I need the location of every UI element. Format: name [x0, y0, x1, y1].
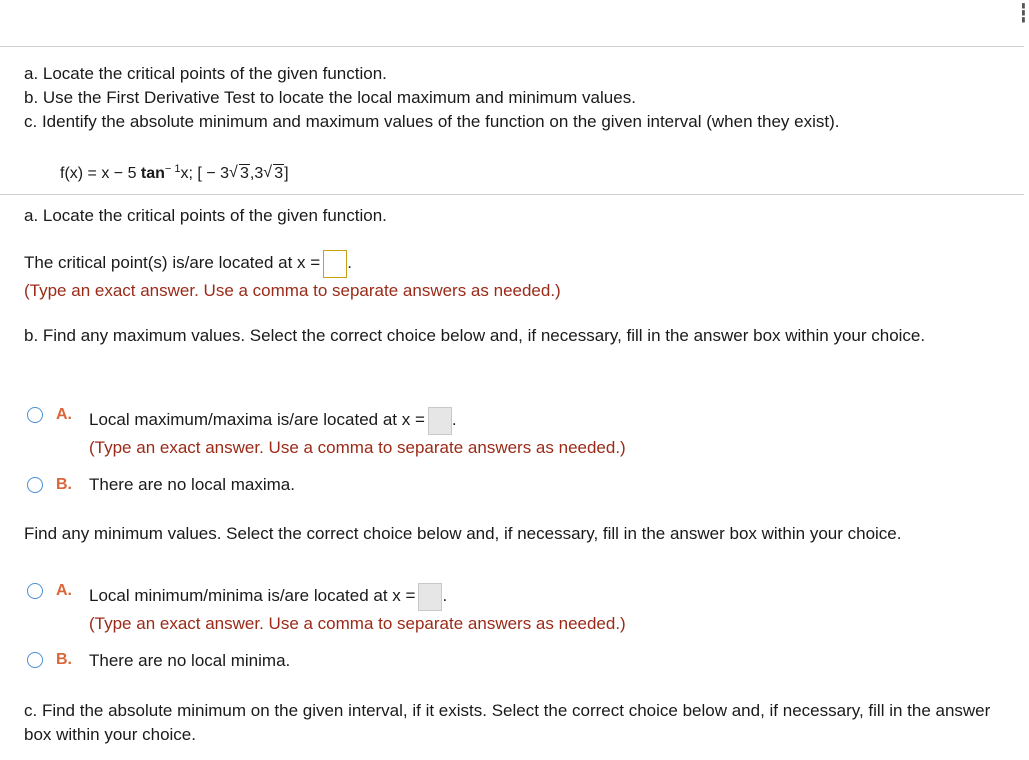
- critical-point-row: [24, 248, 352, 278]
- max-choice-a-radio[interactable]: [27, 407, 43, 423]
- min-choice-a-period: .: [442, 586, 448, 605]
- toolbar-edge-icon[interactable]: ┇: [1018, 3, 1029, 23]
- min-choice-a-radio[interactable]: [27, 583, 43, 599]
- function-comma: ,3: [249, 165, 264, 182]
- function-tan: tan: [140, 165, 165, 182]
- intro-part-c: c. Identify the absolute minimum and maximum values of the function on the given interval (when they exist).: [24, 112, 840, 131]
- critical-point-period: .: [347, 253, 352, 272]
- radicand-1: 3: [240, 165, 249, 182]
- intro-part-a: a. Locate the critical points of the given function.: [24, 64, 387, 83]
- sqrt-symbol-2: [263, 164, 284, 184]
- critical-point-prompt: The critical point(s) is/are located at x =: [24, 253, 321, 272]
- min-choice-a-hint: (Type an exact answer. Use a comma to separate answers as needed.): [89, 614, 626, 633]
- max-choice-a-hint: (Type an exact answer. Use a comma to separate answers as needed.): [89, 438, 626, 457]
- top-divider: [0, 46, 1024, 47]
- part-c-heading: c. Find the absolute minimum on the given interval, if it exists. Select the correct choice below and, if necessary, fill in the answer box within your choice.: [24, 701, 991, 744]
- sqrt-symbol-1: [229, 164, 250, 184]
- intro-part-b: b. Use the First Derivative Test to locate the local maximum and minimum values.: [24, 88, 636, 107]
- function-end: ]: [284, 165, 289, 182]
- min-heading: Find any minimum values. Select the correct choice below and, if necessary, fill in the answer box within your choice.: [24, 524, 902, 543]
- radicand-2: 3: [274, 165, 284, 182]
- function-rest: x; [ − 3: [180, 165, 229, 182]
- part-b-heading: b. Find any maximum values. Select the correct choice below and, if necessary, fill in the answer box within your choice.: [24, 326, 926, 345]
- function-inverse-exponent: − 1: [164, 163, 181, 175]
- min-choice-a-text: Local minimum/minima is/are located at x =: [89, 586, 416, 605]
- max-choice-a-letter: A.: [56, 406, 72, 423]
- min-choice-b-letter: B.: [56, 651, 72, 668]
- max-answer-box[interactable]: [428, 407, 452, 435]
- function-lhs: f(x) = x − 5: [60, 165, 137, 182]
- critical-point-answer-box[interactable]: [323, 250, 347, 278]
- min-choice-a-row: [89, 581, 447, 611]
- section-divider: [0, 194, 1024, 195]
- max-choice-a-period: .: [451, 410, 457, 429]
- function-expression: [60, 159, 289, 184]
- max-choice-a-text: Local maximum/maxima is/are located at x =: [89, 410, 425, 429]
- min-choice-b-text: There are no local minima.: [89, 651, 291, 670]
- part-a-hint: (Type an exact answer. Use a comma to separate answers as needed.): [24, 281, 561, 300]
- min-answer-box[interactable]: [418, 583, 442, 611]
- max-choice-b-letter: B.: [56, 476, 72, 493]
- max-choice-b-radio[interactable]: [27, 477, 43, 493]
- max-choice-b-text: There are no local maxima.: [89, 475, 295, 494]
- min-choice-b-radio[interactable]: [27, 652, 43, 668]
- max-choice-a-row: [89, 405, 457, 435]
- min-choice-a-letter: A.: [56, 582, 72, 599]
- part-a-heading: a. Locate the critical points of the given function.: [24, 206, 387, 225]
